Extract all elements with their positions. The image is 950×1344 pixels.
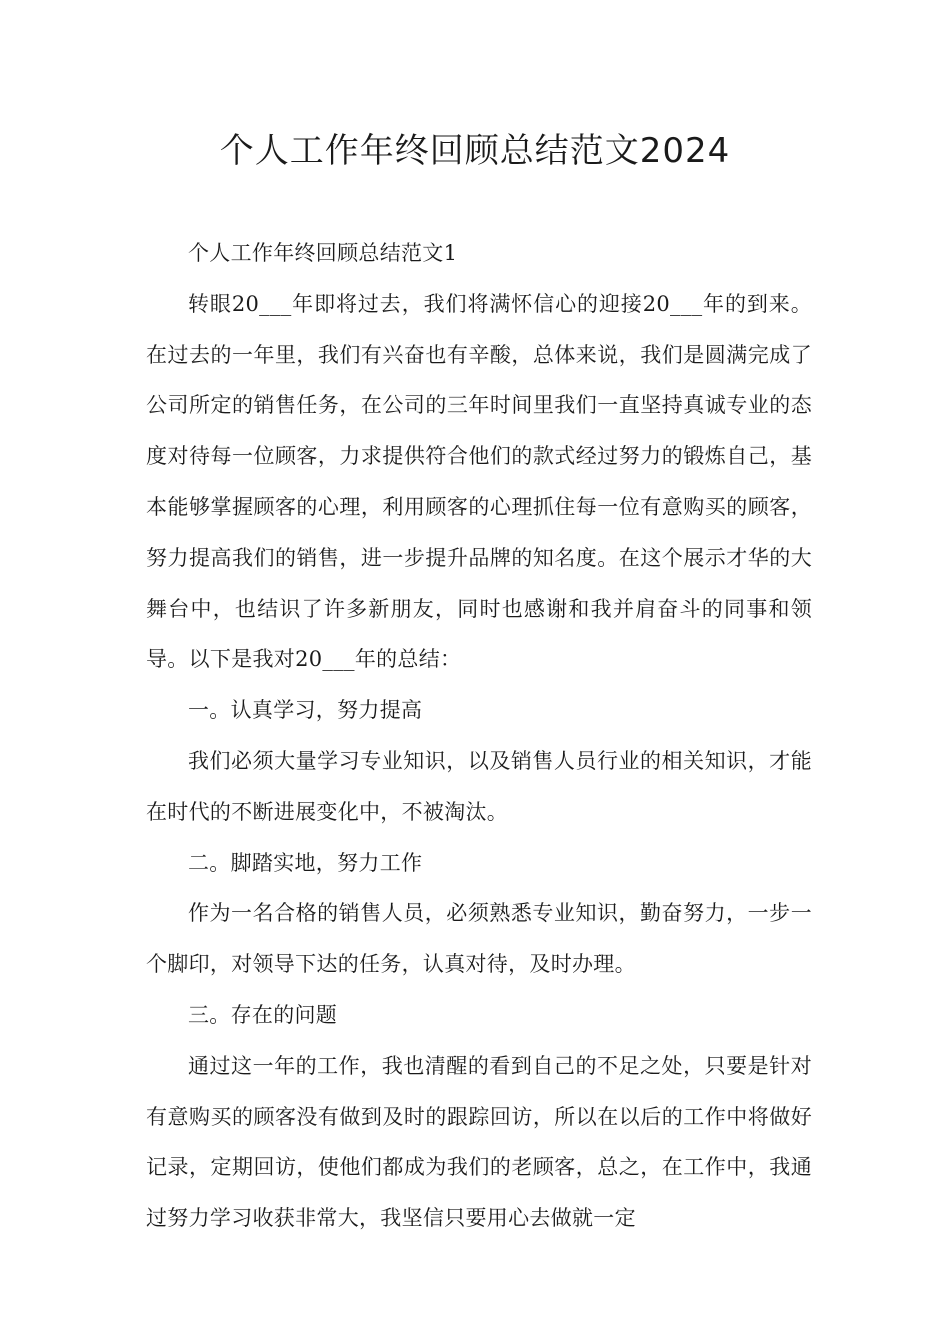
section-heading-problems: 三。存在的问题 [188,1002,338,1027]
paragraph-intro: 转眼20___年即将过去，我们将满怀信心的迎接20___年的到来。在过去的一年里，我们有兴奋也有辛酸，总体来说，我们是圆满完成了公司所定的销售任务，在公司的三年时间里我们一直坚持真诚专业的态度对待每一位顾客，力求提供符合他们的款式经过努力的锻炼自己，基本能够掌握顾客的心理，利用顾客的心理抓住每一位有意购买的顾客，努力提高我们的销售，进一步提升品牌的知名度。在这个展示才华的大舞台中，也结识了许多新朋友，同时也感谢和我并肩奋斗的同事和领导。以下是我对20___年的总结： [146,291,812,672]
paragraph-problems: 通过这一年的工作，我也清醒的看到自己的不足之处，只要是针对有意购买的顾客没有做到及时的跟踪回访，所以在以后的工作中将做好记录，定期回访，使他们都成为我们的老顾客，总之，在工作中，我通过努力学习收获非常大，我坚信只要用心去做就一定 [146,1053,812,1231]
document-body [146,228,812,1244]
paragraph-study: 我们必须大量学习专业知识，以及销售人员行业的相关知识，才能在时代的不断进展变化中，不被淘汰。 [146,748,812,824]
section-heading-work: 二。脚踏实地，努力工作 [188,850,423,875]
paragraph-work: 作为一名合格的销售人员，必须熟悉专业知识，勤奋努力，一步一个脚印，对领导下达的任务，认真对待，及时办理。 [146,901,812,977]
section-heading-example-1: 个人工作年终回顾总结范文1 [188,241,458,265]
section-heading-study: 一。认真学习，努力提高 [188,698,423,723]
document-title: 个人工作年终回顾总结范文2024 [219,131,731,171]
